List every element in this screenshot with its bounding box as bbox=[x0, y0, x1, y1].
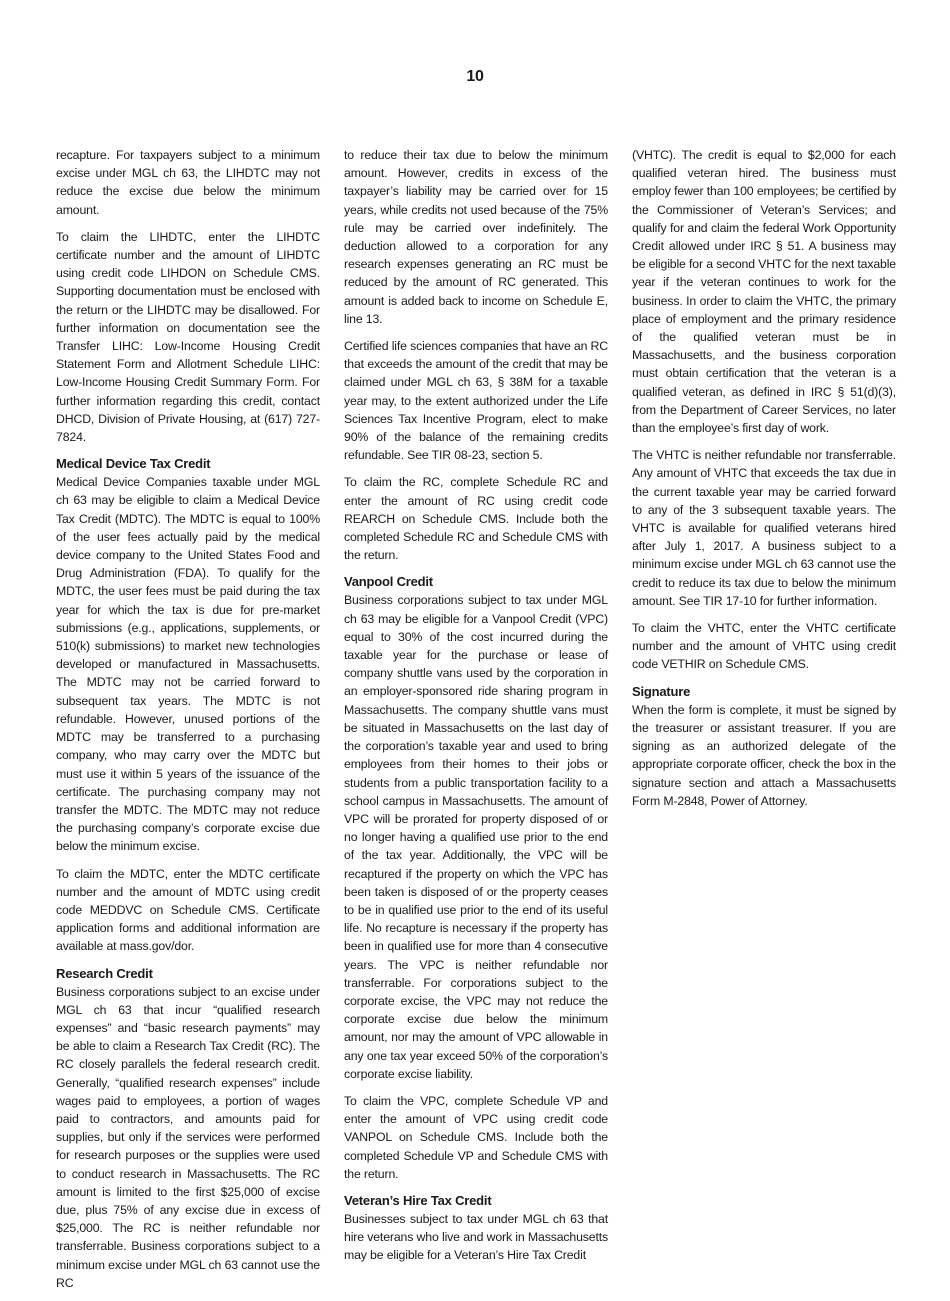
document-columns bbox=[56, 146, 896, 1301]
page-number: 10 bbox=[466, 68, 484, 85]
paragraph-lihdtc-claim: To claim the LIHDTC, enter the LIHDTC certificate number and the amount of LIHDTC using credit code LIHDON on Schedule CMS. Supporting documentation must be enclosed with the return or the LIHDTC may be disallowed. For further information on documentation see the Transfer LIHC: Low-Income Housing Credit Statement Form and Allotment Schedule LIHC: Low-Income Housing Credit Summary Form. For further information regarding this credit, contact DHCD, Division of Private Housing, at (617) 727-7824. bbox=[56, 229, 320, 445]
paragraph-vpc-claim: To claim the VPC, complete Schedule VP and enter the amount of VPC using credit code VANPOL on Schedule CMS. Include both the completed Schedule VP and Schedule CMS with the return. bbox=[344, 1093, 608, 1181]
paragraph-signature-instructions: When the form is complete, it must be signed by the treasurer or assistant treasurer. If you are signing as an authorized delegate of the appropriate corporate officer, check the box in the signature section and attach a Massachusetts Form M-2848, Power of Attorney. bbox=[632, 702, 896, 808]
paragraph-vhtc-intro: Businesses subject to tax under MGL ch 63 that hire veterans who live and work in Massachusetts may be eligible for a Veteran’s Hire Tax Credit bbox=[344, 1211, 608, 1263]
heading-signature: Signature bbox=[632, 683, 691, 699]
paragraph-rc-life-sciences: Certified life sciences companies that have an RC that exceeds the amount of the credit that may be claimed under MGL ch 63, § 38M for a taxable year may, to the extent authorized under the Life Sciences Tax Incentive Program, elect to make 90% of the balance of the remaining credits refundable. See TIR 08-23, section 5. bbox=[344, 339, 608, 463]
heading-medical-device-tax-credit: Medical Device Tax Credit bbox=[56, 456, 211, 472]
paragraph-lihdtc-recapture: recapture. For taxpayers subject to a minimum excise under MGL ch 63, the LIHDTC may not reduce the excise due below the minimum amount. bbox=[56, 148, 320, 217]
paragraph-vhtc-claim: To claim the VHTC, enter the VHTC certificate number and the amount of VHTC using credit code VETHIR on Schedule CMS. bbox=[632, 621, 896, 672]
heading-research-credit: Research Credit bbox=[56, 965, 153, 981]
heading-vanpool-credit: Vanpool Credit bbox=[344, 574, 433, 590]
column-3 bbox=[632, 146, 896, 1301]
heading-veterans-hire-tax-credit: Veteran’s Hire Tax Credit bbox=[344, 1192, 492, 1208]
paragraph-vhtc-description: (VHTC). The credit is equal to $2,000 for each qualified veteran hired. The business must employ fewer than 100 employees; be certified by the Commissioner of Veteran’s Services; and qualify for and claim the federal Work Opportunity Credit allowed under IRC § 51. A business may be eligible for a second VHTC for the next taxable year if the veteran continues to work for the business. In order to claim the VHTC, the primary place of employment and the primary residence of the qualified veteran must be in Massachusetts, and the business corporation must obtain certification that the veteran is a qualified veteran, as defined in IRC § 51(d)(3), from the Department of Career Services, no later than the employee’s first day of work. bbox=[632, 148, 896, 436]
column-1 bbox=[56, 146, 320, 1301]
column-2 bbox=[344, 146, 608, 1301]
paragraph-vhtc-carryforward: The VHTC is neither refundable nor transferrable. Any amount of VHTC that exceeds the tax due in the current taxable year may be carried forward to any of the 3 subsequent taxable years. The VHTC is available for qualified veterans hired after July 1, 2017. A business subject to a minimum excise under MGL ch 63 cannot use the credit to reduce its tax due to below the minimum amount. See TIR 17-10 for further information. bbox=[632, 448, 896, 608]
paragraph-rc-description: Business corporations subject to an excise under MGL ch 63 that incur “qualified research expenses” and “basic research payments” may be able to claim a Research Tax Credit (RC). The RC closely parallels the federal research credit. Generally, “qualified research expenses” include wages paid to employees, a portion of wages paid to contractors, and amounts paid for supplies, but only if the services were performed for research purposes or the supplies were used to conduct research in Massachusetts. The RC amount is limited to the first $25,000 of excise due, plus 75% of any excise due in excess of $25,000. The RC is neither refundable nor transferrable. Business corporations subject to a minimum excise under MGL ch 63 cannot use the RC bbox=[56, 984, 320, 1290]
paragraph-rc-claim: To claim the RC, complete Schedule RC and enter the amount of RC using credit code REARCH on Schedule CMS. Include both the completed Schedule RC and Schedule CMS with the return. bbox=[344, 475, 608, 563]
paragraph-vpc-description: Business corporations subject to tax under MGL ch 63 may be eligible for a Vanpool Credit (VPC) equal to 30% of the cost incurred during the taxable year for the purchase or lease of company shuttle vans used by the corporation in an employer-sponsored ride sharing program in Massachusetts. The company shuttle vans must be situated in Massachusetts on the last day of the corporation’s taxable year and used to bring employees from their homes to their jobs or students from a public transportation facility to a school campus in Massachusetts. The amount of VPC will be prorated for property disposed of or no longer having a qualified use prior to the end of the tax year. Additionally, the VPC will be recaptured if the property on which the VPC has been taken is disposed of or the property ceases to be in qualified use prior to the end of its useful life. No recapture is necessary if the property has been in qualified use for more than 4 consecutive years. The VPC is neither refundable nor transferrable. For corporations subject to the corporate excise, the VPC may not reduce the corporate excise due below the minimum amount, nor may the amount of VPC allowable in any one tax year exceed 50% of the corporation’s corporate excise liability. bbox=[344, 593, 608, 1081]
paragraph-rc-continued: to reduce their tax due to below the minimum amount. However, credits in excess of the taxpayer’s liability may be carried over for 15 years, while credits not used because of the 75% rule may be carried over indefinitely. The deduction allowed to a corporation for any research expenses generating an RC must be reduced by the amount of RC generated. This amount is added back to income on Schedule E, line 13. bbox=[344, 148, 608, 326]
paragraph-mdtc-description: Medical Device Companies taxable under MGL ch 63 may be eligible to claim a Medical Device Tax Credit (MDTC). The MDTC is equal to 100% of the user fees actually paid by the medical device company to the United States Food and Drug Administration (FDA). To qualify for the MDTC, the user fees must be paid during the tax year for which the tax is due for pre-market submissions (e.g., applications, supplements, or 510(k) submissions) to market new technologies developed or manufactured in Massachusetts. The MDTC may not be carried forward to subsequent tax years. The MDTC is not refundable. However, unused portions of the MDTC may be transferred to a purchasing company, who may carry over the MDTC but must use it within 5 years of the issuance of the certificate. The purchasing company may not transfer the MDTC. The MDTC may not reduce the purchasing company’s corporate excise due below the minimum excise. bbox=[56, 475, 320, 854]
paragraph-mdtc-claim: To claim the MDTC, enter the MDTC certificate number and the amount of MDTC using credit code MEDDVC on Schedule CMS. Certificate application forms and additional information are available at mass.gov/dor. bbox=[56, 866, 320, 954]
